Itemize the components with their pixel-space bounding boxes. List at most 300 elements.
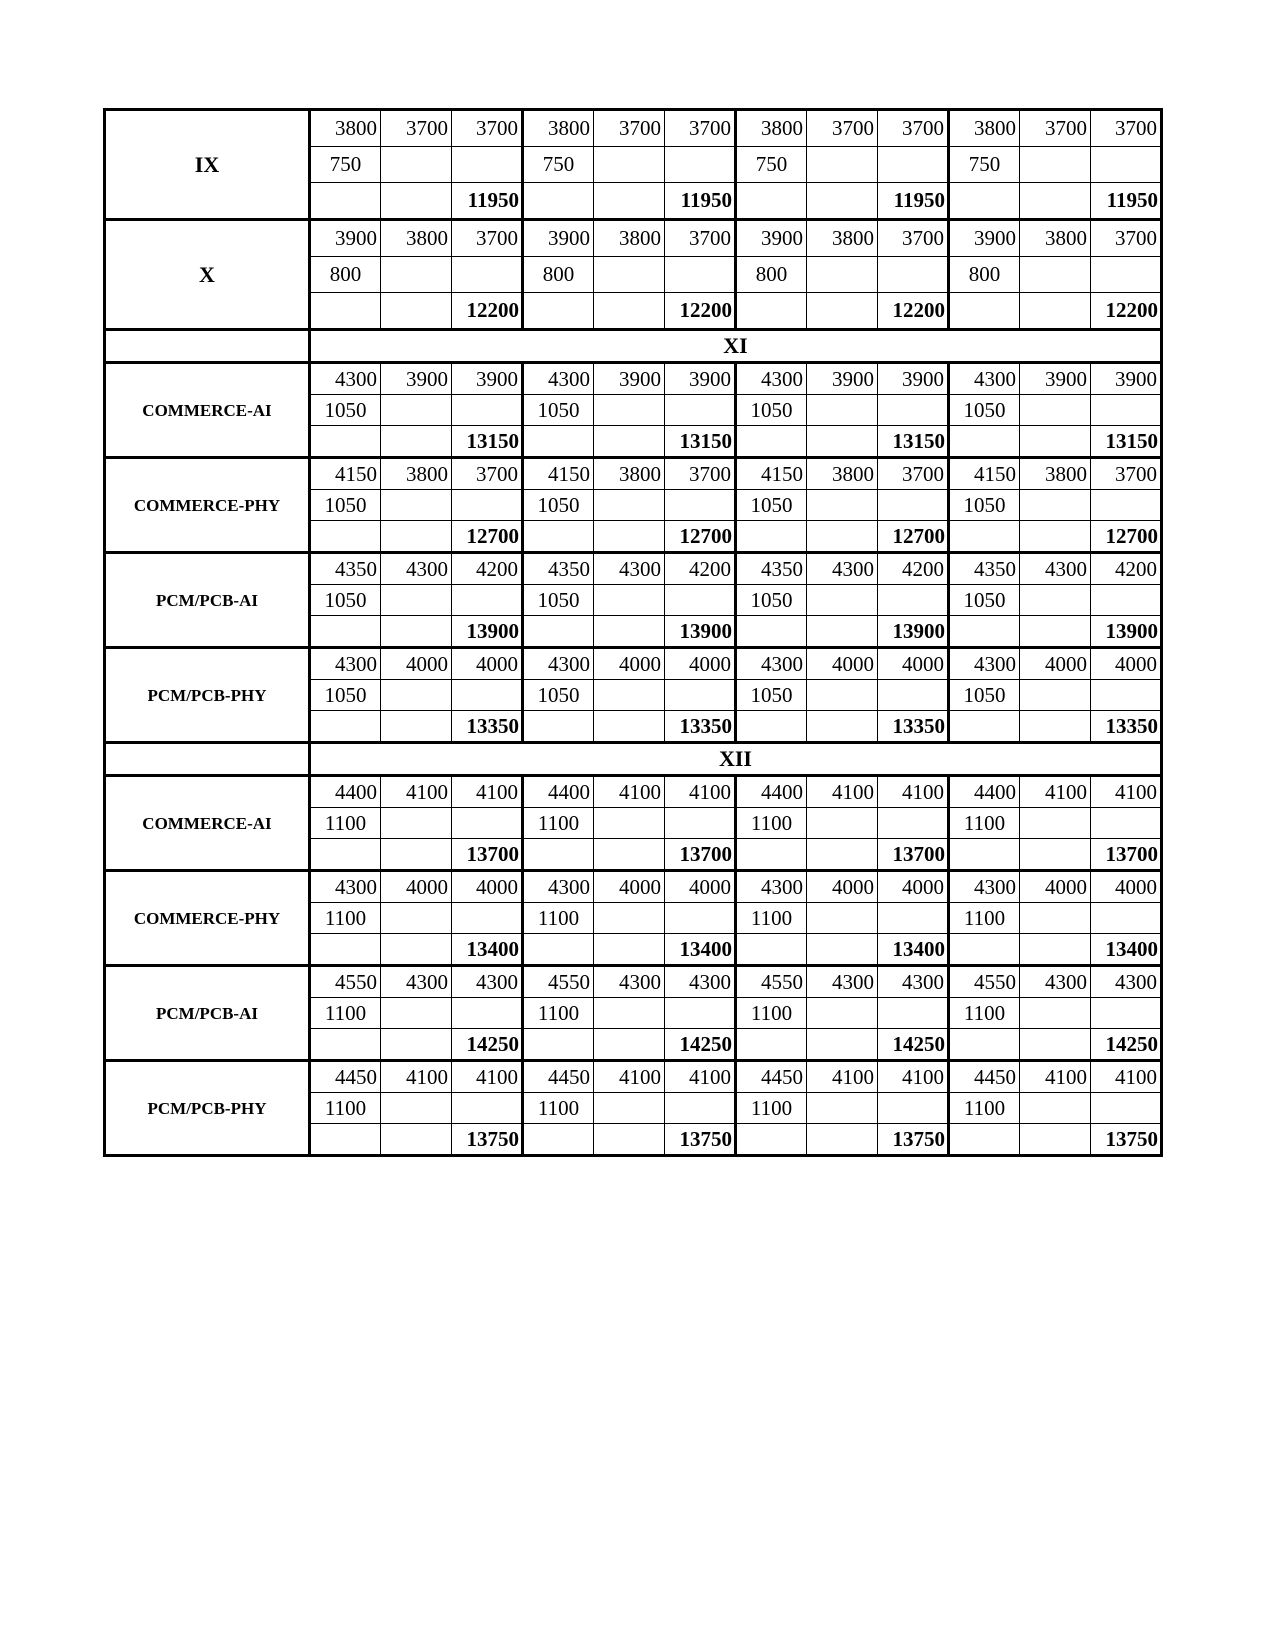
total-value-cell: 13900 [665, 616, 736, 648]
empty-cell [736, 839, 807, 871]
empty-cell [381, 998, 452, 1029]
total-value-cell: 13700 [665, 839, 736, 871]
empty-cell [949, 1124, 1020, 1156]
total-value-cell: 13150 [1091, 426, 1162, 458]
row2-value-cell: 1050 [949, 585, 1020, 616]
empty-cell [523, 1029, 594, 1061]
fee-value-cell: 4550 [949, 966, 1020, 998]
fee-value-cell: 4300 [523, 871, 594, 903]
fee-value-cell: 3800 [381, 458, 452, 490]
stream-label-cell: COMMERCE-PHY [105, 458, 310, 553]
empty-cell [381, 585, 452, 616]
fee-value-cell: 4100 [381, 776, 452, 808]
fee-value-cell: 4400 [736, 776, 807, 808]
total-value-cell: 11950 [878, 183, 949, 220]
empty-cell [1020, 616, 1091, 648]
fee-value-cell: 4300 [310, 363, 381, 395]
empty-cell [310, 934, 381, 966]
fee-value-cell: 4100 [665, 776, 736, 808]
fee-value-cell: 4450 [949, 1061, 1020, 1093]
fee-value-cell: 4100 [878, 776, 949, 808]
row2-value-cell: 1100 [310, 998, 381, 1029]
empty-cell [878, 903, 949, 934]
empty-cell [807, 839, 878, 871]
fee-value-cell: 3900 [1091, 363, 1162, 395]
fee-value-cell: 4000 [452, 648, 523, 680]
fee-value-cell: 3900 [665, 363, 736, 395]
empty-cell [1020, 711, 1091, 743]
empty-cell [1020, 1124, 1091, 1156]
total-value-cell: 13750 [878, 1124, 949, 1156]
empty-cell [665, 395, 736, 426]
empty-cell [310, 711, 381, 743]
empty-cell [665, 998, 736, 1029]
fee-value-cell: 4000 [1020, 648, 1091, 680]
fee-value-cell: 4300 [452, 966, 523, 998]
empty-cell [1020, 585, 1091, 616]
fee-value-cell: 4300 [736, 648, 807, 680]
empty-cell [949, 711, 1020, 743]
fee-value-cell: 3800 [594, 458, 665, 490]
empty-cell [1091, 147, 1162, 183]
fee-value-cell: 4100 [665, 1061, 736, 1093]
total-value-cell: 11950 [665, 183, 736, 220]
fee-value-cell: 3800 [807, 220, 878, 257]
empty-cell [1020, 183, 1091, 220]
row2-value-cell: 1050 [949, 490, 1020, 521]
empty-cell [736, 293, 807, 330]
fee-value-cell: 4100 [381, 1061, 452, 1093]
empty-cell [381, 616, 452, 648]
fee-value-cell: 4300 [523, 648, 594, 680]
total-value-cell: 13150 [665, 426, 736, 458]
fee-value-cell: 4150 [736, 458, 807, 490]
total-value-cell: 13400 [452, 934, 523, 966]
total-value-cell: 14250 [1091, 1029, 1162, 1061]
empty-cell [594, 293, 665, 330]
empty-cell [1091, 680, 1162, 711]
empty-cell [381, 1029, 452, 1061]
empty-cell [1091, 585, 1162, 616]
empty-cell [665, 1093, 736, 1124]
fee-value-cell: 3900 [878, 363, 949, 395]
total-value-cell: 14250 [665, 1029, 736, 1061]
fee-value-cell: 4300 [310, 871, 381, 903]
empty-cell [1091, 808, 1162, 839]
fee-value-cell: 3700 [665, 458, 736, 490]
empty-cell [452, 395, 523, 426]
empty-cell [807, 1093, 878, 1124]
total-value-cell: 13150 [878, 426, 949, 458]
fee-value-cell: 4350 [736, 553, 807, 585]
empty-cell [523, 293, 594, 330]
empty-cell [381, 903, 452, 934]
fee-value-cell: 4300 [1020, 966, 1091, 998]
fee-value-cell: 3700 [1091, 458, 1162, 490]
empty-cell [594, 711, 665, 743]
empty-cell [594, 680, 665, 711]
fee-value-cell: 3700 [665, 110, 736, 147]
empty-cell [1020, 257, 1091, 293]
fee-value-cell: 3700 [452, 110, 523, 147]
empty-cell [807, 147, 878, 183]
total-value-cell: 13400 [1091, 934, 1162, 966]
row2-value-cell: 1050 [310, 395, 381, 426]
total-value-cell: 13700 [1091, 839, 1162, 871]
empty-cell [594, 395, 665, 426]
empty-cell [878, 395, 949, 426]
empty-cell [949, 1029, 1020, 1061]
empty-cell [1020, 934, 1091, 966]
row2-value-cell: 750 [949, 147, 1020, 183]
empty-cell [381, 183, 452, 220]
grade-header-cell: XII [310, 743, 1162, 776]
empty-cell [381, 147, 452, 183]
empty-cell [1020, 395, 1091, 426]
empty-cell [594, 839, 665, 871]
empty-cell [1091, 1093, 1162, 1124]
empty-cell [381, 808, 452, 839]
row2-value-cell: 1050 [310, 490, 381, 521]
fee-value-cell: 4100 [452, 1061, 523, 1093]
row2-value-cell: 1100 [523, 903, 594, 934]
fee-value-cell: 4000 [807, 871, 878, 903]
row2-value-cell: 1050 [523, 490, 594, 521]
fee-value-cell: 4300 [381, 553, 452, 585]
row2-value-cell: 1100 [310, 1093, 381, 1124]
empty-cell [310, 616, 381, 648]
total-value-cell: 13400 [665, 934, 736, 966]
stream-label-cell: PCM/PCB-AI [105, 553, 310, 648]
empty-cell [878, 147, 949, 183]
row2-value-cell: 800 [523, 257, 594, 293]
total-value-cell: 13900 [452, 616, 523, 648]
fee-value-cell: 3800 [310, 110, 381, 147]
empty-cell [807, 1124, 878, 1156]
total-value-cell: 12700 [1091, 521, 1162, 553]
row2-value-cell: 1050 [949, 680, 1020, 711]
fee-value-cell: 4350 [310, 553, 381, 585]
empty-cell [1020, 293, 1091, 330]
row2-value-cell: 1100 [949, 998, 1020, 1029]
total-value-cell: 13900 [1091, 616, 1162, 648]
fee-value-cell: 3800 [381, 220, 452, 257]
empty-cell [807, 934, 878, 966]
empty-cell [807, 680, 878, 711]
row2-value-cell: 1050 [736, 680, 807, 711]
row2-value-cell: 1050 [523, 395, 594, 426]
empty-cell [594, 616, 665, 648]
total-value-cell: 12200 [665, 293, 736, 330]
fee-table [103, 108, 1163, 1157]
fee-value-cell: 3800 [1020, 220, 1091, 257]
empty-cell [1020, 998, 1091, 1029]
empty-cell [1091, 998, 1162, 1029]
empty-cell [452, 903, 523, 934]
fee-value-cell: 4300 [594, 553, 665, 585]
empty-cell [452, 1093, 523, 1124]
empty-cell [594, 1124, 665, 1156]
empty-cell [594, 490, 665, 521]
row2-value-cell: 1050 [523, 585, 594, 616]
fee-value-cell: 4200 [452, 553, 523, 585]
fee-value-cell: 4150 [949, 458, 1020, 490]
fee-table-body [105, 110, 1162, 1156]
empty-cell [594, 934, 665, 966]
total-value-cell: 13350 [878, 711, 949, 743]
fee-value-cell: 4300 [1091, 966, 1162, 998]
empty-cell [310, 521, 381, 553]
total-value-cell: 12200 [878, 293, 949, 330]
empty-cell [807, 183, 878, 220]
fee-value-cell: 4400 [523, 776, 594, 808]
fee-value-cell: 3700 [1091, 220, 1162, 257]
empty-cell [381, 711, 452, 743]
row2-value-cell: 750 [523, 147, 594, 183]
total-value-cell: 13750 [1091, 1124, 1162, 1156]
stream-label-cell: COMMERCE-AI [105, 776, 310, 871]
empty-cell [878, 998, 949, 1029]
empty-cell [878, 680, 949, 711]
empty-cell [452, 998, 523, 1029]
empty-cell [594, 147, 665, 183]
empty-cell [665, 490, 736, 521]
class-label-cell: X [105, 220, 310, 330]
total-value-cell: 12200 [1091, 293, 1162, 330]
empty-cell [1020, 147, 1091, 183]
empty-cell [452, 680, 523, 711]
fee-value-cell: 4000 [452, 871, 523, 903]
empty-cell [949, 934, 1020, 966]
fee-value-cell: 4000 [594, 648, 665, 680]
row2-value-cell: 1050 [949, 395, 1020, 426]
empty-cell [381, 521, 452, 553]
empty-cell [807, 426, 878, 458]
empty-cell [594, 1029, 665, 1061]
fee-value-cell: 4200 [1091, 553, 1162, 585]
fee-value-cell: 4000 [878, 871, 949, 903]
total-value-cell: 11950 [452, 183, 523, 220]
empty-cell [1020, 426, 1091, 458]
fee-value-cell: 4000 [807, 648, 878, 680]
empty-cell [949, 839, 1020, 871]
fee-value-cell: 4300 [1020, 553, 1091, 585]
empty-cell [594, 257, 665, 293]
row2-value-cell: 1100 [736, 1093, 807, 1124]
fee-value-cell: 4400 [949, 776, 1020, 808]
fee-value-cell: 3800 [523, 110, 594, 147]
row2-value-cell: 1050 [523, 680, 594, 711]
empty-cell [594, 521, 665, 553]
empty-cell [807, 998, 878, 1029]
empty-cell [381, 257, 452, 293]
empty-cell [1020, 903, 1091, 934]
total-value-cell: 13350 [665, 711, 736, 743]
empty-cell [594, 183, 665, 220]
fee-value-cell: 3900 [807, 363, 878, 395]
empty-cell [736, 934, 807, 966]
fee-value-cell: 4150 [523, 458, 594, 490]
empty-cell [310, 183, 381, 220]
empty-cell [310, 839, 381, 871]
fee-value-cell: 4100 [594, 1061, 665, 1093]
fee-value-cell: 3900 [594, 363, 665, 395]
fee-value-cell: 3800 [736, 110, 807, 147]
empty-cell [1020, 1029, 1091, 1061]
empty-cell [807, 257, 878, 293]
fee-value-cell: 3800 [594, 220, 665, 257]
empty-cell [381, 680, 452, 711]
total-value-cell: 13900 [878, 616, 949, 648]
empty-cell [1091, 490, 1162, 521]
fee-value-cell: 3900 [949, 220, 1020, 257]
empty-cell [381, 839, 452, 871]
empty-cell [381, 426, 452, 458]
fee-value-cell: 4000 [1091, 871, 1162, 903]
fee-value-cell: 4000 [1020, 871, 1091, 903]
empty-cell [523, 711, 594, 743]
empty-cell [878, 808, 949, 839]
empty-cell [807, 1029, 878, 1061]
fee-value-cell: 3700 [452, 220, 523, 257]
row2-value-cell: 1100 [523, 808, 594, 839]
fee-value-cell: 4450 [523, 1061, 594, 1093]
empty-cell [523, 1124, 594, 1156]
empty-cell [594, 903, 665, 934]
empty-cell [665, 808, 736, 839]
total-value-cell: 13750 [665, 1124, 736, 1156]
fee-value-cell: 3800 [1020, 458, 1091, 490]
row2-value-cell: 1100 [736, 998, 807, 1029]
total-value-cell: 12700 [452, 521, 523, 553]
fee-value-cell: 4300 [523, 363, 594, 395]
stream-label-cell: COMMERCE-AI [105, 363, 310, 458]
empty-cell [1020, 680, 1091, 711]
fee-value-cell: 3700 [878, 220, 949, 257]
fee-value-cell: 4450 [310, 1061, 381, 1093]
empty-cell [381, 1093, 452, 1124]
fee-value-cell: 4550 [736, 966, 807, 998]
fee-value-cell: 3900 [381, 363, 452, 395]
fee-value-cell: 4200 [665, 553, 736, 585]
fee-value-cell: 4000 [594, 871, 665, 903]
fee-value-cell: 4100 [1091, 776, 1162, 808]
empty-cell [807, 585, 878, 616]
empty-cell [452, 490, 523, 521]
stream-label-cell: PCM/PCB-AI [105, 966, 310, 1061]
empty-cell [1020, 839, 1091, 871]
fee-value-cell: 3900 [523, 220, 594, 257]
empty-cell [452, 257, 523, 293]
empty-cell [949, 616, 1020, 648]
empty-cell [452, 808, 523, 839]
fee-value-cell: 3700 [878, 110, 949, 147]
empty-cell [310, 1124, 381, 1156]
fee-value-cell: 4350 [523, 553, 594, 585]
fee-value-cell: 4100 [878, 1061, 949, 1093]
empty-cell [452, 147, 523, 183]
fee-value-cell: 4300 [310, 648, 381, 680]
grade-header-cell: XI [310, 330, 1162, 363]
empty-cell [665, 903, 736, 934]
fee-value-cell: 3800 [949, 110, 1020, 147]
empty-cell [949, 521, 1020, 553]
empty-cell [807, 293, 878, 330]
row2-value-cell: 800 [736, 257, 807, 293]
fee-value-cell: 4450 [736, 1061, 807, 1093]
empty-cell [1091, 395, 1162, 426]
empty-cell [1020, 808, 1091, 839]
empty-cell [949, 183, 1020, 220]
fee-value-cell: 3700 [1020, 110, 1091, 147]
fee-value-cell: 4300 [878, 966, 949, 998]
total-value-cell: 12200 [452, 293, 523, 330]
empty-cell [665, 147, 736, 183]
empty-cell [949, 426, 1020, 458]
row2-value-cell: 1100 [310, 903, 381, 934]
empty-cell [310, 426, 381, 458]
empty-cell [807, 395, 878, 426]
empty-cell [736, 616, 807, 648]
fee-value-cell: 3900 [736, 220, 807, 257]
empty-cell [1020, 490, 1091, 521]
fee-value-cell: 3700 [1091, 110, 1162, 147]
total-value-cell: 14250 [878, 1029, 949, 1061]
empty-cell [523, 426, 594, 458]
empty-cell [523, 839, 594, 871]
grade-header-spacer-cell [105, 743, 310, 776]
empty-cell [665, 257, 736, 293]
fee-value-cell: 4150 [310, 458, 381, 490]
empty-cell [736, 183, 807, 220]
empty-cell [736, 1029, 807, 1061]
total-value-cell: 11950 [1091, 183, 1162, 220]
fee-value-cell: 4300 [594, 966, 665, 998]
empty-cell [736, 1124, 807, 1156]
empty-cell [594, 585, 665, 616]
empty-cell [665, 585, 736, 616]
row2-value-cell: 1100 [949, 1093, 1020, 1124]
row2-value-cell: 750 [310, 147, 381, 183]
fee-value-cell: 4100 [1020, 776, 1091, 808]
empty-cell [878, 490, 949, 521]
row2-value-cell: 1050 [736, 395, 807, 426]
total-value-cell: 13700 [452, 839, 523, 871]
fee-value-cell: 4300 [949, 648, 1020, 680]
fee-value-cell: 4300 [949, 871, 1020, 903]
fee-value-cell: 4000 [381, 648, 452, 680]
total-value-cell: 13400 [878, 934, 949, 966]
total-value-cell: 13750 [452, 1124, 523, 1156]
fee-value-cell: 4100 [1020, 1061, 1091, 1093]
row2-value-cell: 1050 [310, 680, 381, 711]
row2-value-cell: 1100 [310, 808, 381, 839]
row2-value-cell: 1050 [736, 585, 807, 616]
row2-value-cell: 750 [736, 147, 807, 183]
empty-cell [949, 293, 1020, 330]
fee-value-cell: 4100 [594, 776, 665, 808]
empty-cell [310, 1029, 381, 1061]
empty-cell [381, 490, 452, 521]
row2-value-cell: 1100 [736, 903, 807, 934]
empty-cell [1020, 521, 1091, 553]
empty-cell [807, 490, 878, 521]
fee-value-cell: 4350 [949, 553, 1020, 585]
row2-value-cell: 1100 [949, 808, 1020, 839]
empty-cell [594, 998, 665, 1029]
fee-value-cell: 3700 [594, 110, 665, 147]
fee-value-cell: 4000 [381, 871, 452, 903]
